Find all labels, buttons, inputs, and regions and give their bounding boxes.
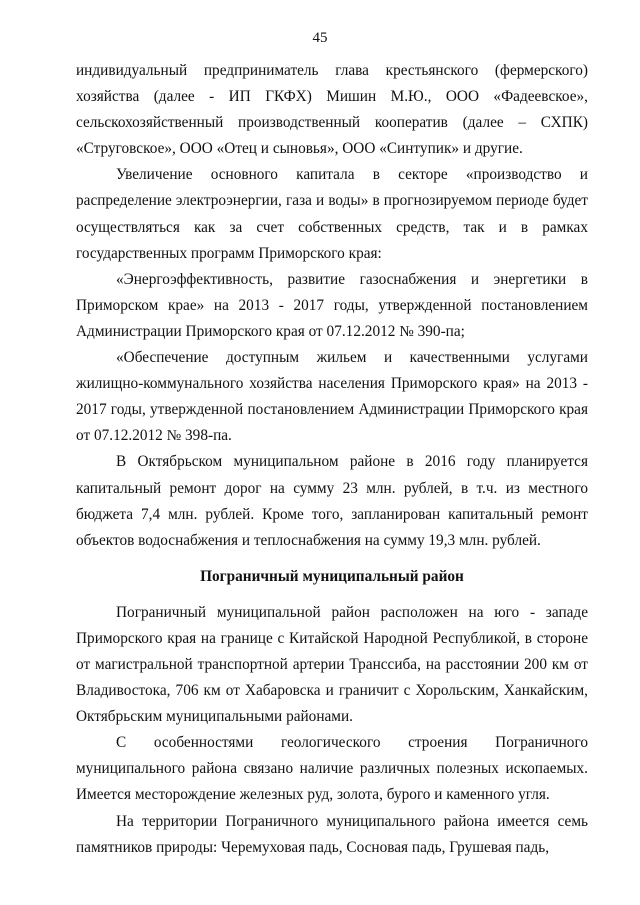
page-number: 45	[312, 30, 328, 46]
paragraph-capital-increase: Увеличение основного капитала в секторе «производство и распределение электроэнергии, газа и воды» в прогнозируемом периоде будет осуществляться как за счет собственных средств, так и в рамках государственных программ Приморского края:	[76, 166, 588, 262]
paragraph-enterprises-list: индивидуальный предприниматель глава крестьянского (фермерского) хозяйства (далее - ИП ГКФХ) Мишин М.Ю., ООО «Фадеевское», сельскохозяйственный производственный кооператив (далее – СХПК) «Струговское», ООО «Отец и сыновья», ООО «Синтупик» и другие.	[76, 62, 588, 158]
paragraph-oktyabrsky-repairs: В Октябрьском муниципальном районе в 2016 году планируется капитальный ремонт дорог на сумму 23 млн. рублей, в т.ч. из местного бюджета 7,4 млн. рублей. Кроме того, запланирован капитальный ремонт объектов водоснабжения и теплоснабжения на сумму 19,3 млн. рублей.	[76, 453, 588, 549]
document-body	[76, 58, 588, 861]
section-heading: Пограничный муниципальный район	[200, 567, 464, 585]
paragraph-housing-program: «Обеспечение доступным жильем и качественными услугами жилищно-коммунального хозяйства населения Приморского края» на 2013 - 2017 годы, утвержденной постановлением Администрации Приморского края от 07.12.2012 № 398-па.	[76, 349, 588, 445]
paragraph-energy-program: «Энергоэффективность, развитие газоснабжения и энергетики в Приморском крае» на 2013 - 2017 годы, утвержденной постановлением Администрации Приморского края от 07.12.2012 № 390-па;	[76, 270, 588, 340]
paragraph-geology: С особенностями геологического строения Пограничного муниципального района связано наличие различных полезных ископаемых. Имеется месторождение железных руд, золота, бурого и каменного угля.	[76, 734, 588, 804]
paragraph-district-location: Пограничный муниципальной район расположен на юго - западе Приморского края на границе с Китайской Народной Республикой, в стороне от магистральной транспортной артерии Транссиба, на расстоянии 200 км от Владивостока, 706 км от Хабаровска и граничит с Хорольским, Ханкайским, Октябрьским муниципальными районами.	[76, 603, 588, 726]
paragraph-nature-monuments: На территории Пограничного муниципального района имеется семь памятников природы: Черемуховая падь, Сосновая падь, Грушевая падь,	[76, 812, 588, 856]
